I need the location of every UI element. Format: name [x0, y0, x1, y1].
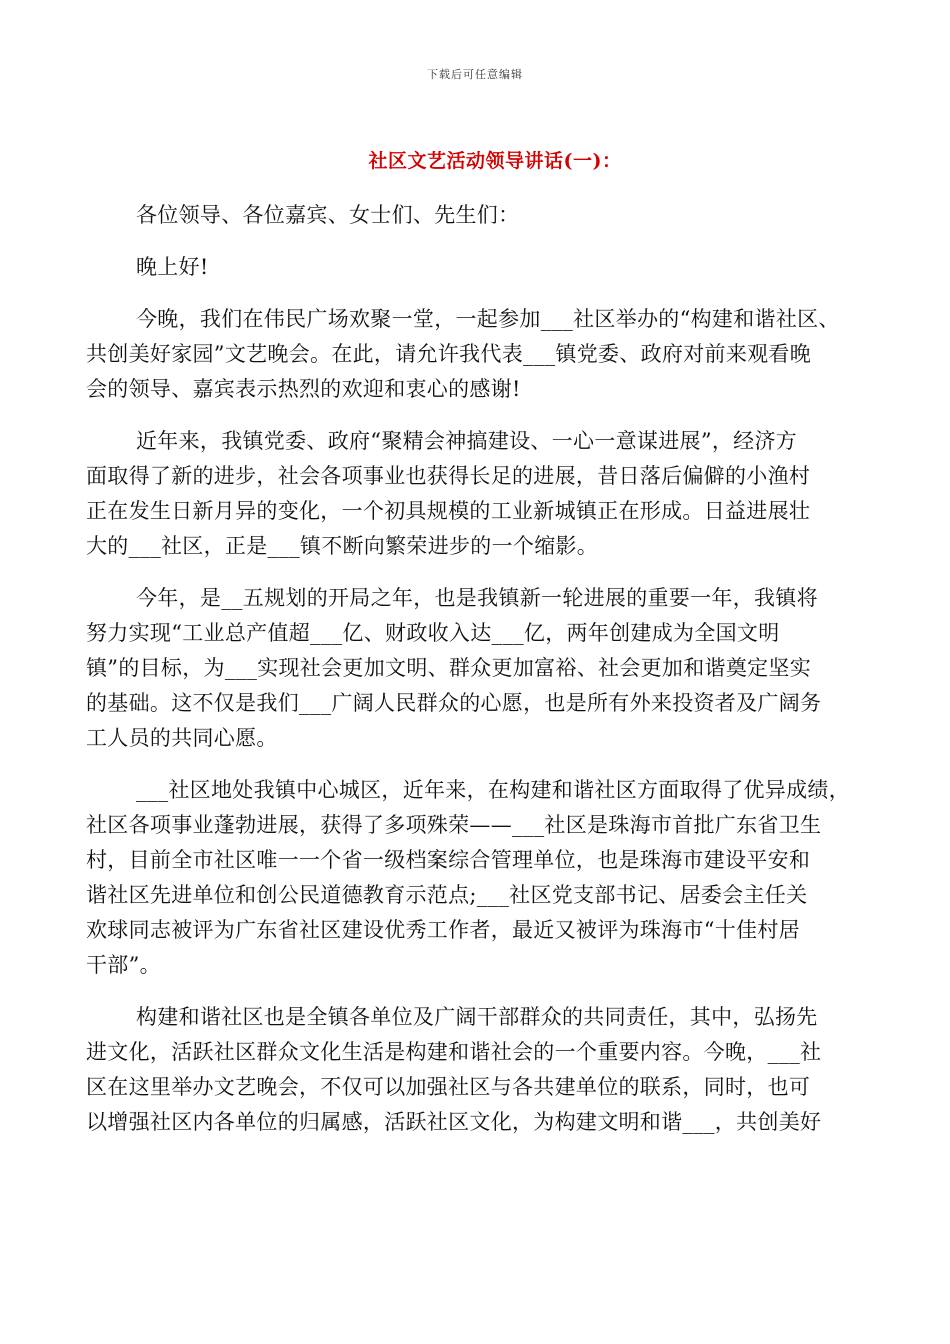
paragraph-line: 镇”的目标，为___实现社会更加文明、群众更加富裕、社会更加和谐奠定坚实	[86, 656, 812, 680]
paragraph-line: 晚上好!	[136, 255, 209, 279]
paragraph-line: 今年，是__五规划的开局之年，也是我镇新一轮进展的重要一年，我镇将	[136, 586, 818, 610]
paragraph-line: 大的___社区，正是___镇不断向繁荣进步的一个缩影。	[86, 534, 599, 558]
paragraph-line: 面取得了新的进步，社会各项事业也获得长足的进展，昔日落后偏僻的小渔村	[86, 464, 811, 488]
paragraph-line: 今晚，我们在伟民广场欢聚一堂，一起参加___社区举办的“构建和谐社区、	[136, 307, 840, 331]
paragraph-line: 社区各项事业蓬勃进展，获得了多项殊荣——___社区是珠海市首批广东省卫生	[86, 813, 822, 837]
paragraph-line: 进文化，活跃社区群众文化生活是构建和谐社会的一个重要内容。今晚，___社	[86, 1040, 822, 1064]
document-body	[86, 198, 886, 1157]
header-note: 下载后可任意编辑	[427, 68, 523, 81]
paragraph-line: 欢球同志被评为广东省社区建设优秀工作者，最近又被评为珠海市“十佳村居	[86, 918, 800, 942]
paragraph-community	[86, 773, 886, 983]
paragraph-line: 工人员的共同心愿。	[86, 726, 278, 750]
paragraph-line: 各位领导、各位嘉宾、女士们、先生们：	[136, 203, 520, 227]
paragraph-line: 努力实现“工业总产值超___亿、财政收入达___亿，两年创建成为全国文明	[86, 621, 780, 645]
paragraph-line: 近年来，我镇党委、政府“聚精会神搞建设、一心一意谋进展”，经济方	[136, 429, 798, 453]
paragraph-goals	[86, 581, 886, 756]
paragraph-line: 村，目前全市社区唯一一个省一级档案综合管理单位，也是珠海市建设平安和	[86, 848, 811, 872]
paragraph-harmony	[86, 1000, 886, 1140]
paragraph-line: 的基础。这不仅是我们___广阔人民群众的心愿，也是所有外来投资者及广阔务	[86, 691, 822, 715]
paragraph-line: 干部”。	[86, 953, 161, 977]
paragraph-progress	[86, 424, 886, 564]
paragraph-line: 以增强社区内各单位的归属感，活跃社区文化，为构建文明和谐___，共创美好	[86, 1110, 822, 1134]
paragraph-greeting	[86, 250, 886, 285]
paragraph-line: 正在发生日新月异的变化，一个初具规模的工业新城镇正在形成。日益进展壮	[86, 499, 811, 523]
paragraph-line: 谐社区先进单位和创公民道德教育示范点;___社区党支部书记、居委会主任关	[86, 883, 808, 907]
paragraph-line: 构建和谐社区也是全镇各单位及广阔干部群众的共同责任，其中，弘扬先	[136, 1005, 818, 1029]
paragraph-line: 会的领导、嘉宾表示热烈的欢迎和衷心的感谢!	[86, 377, 521, 401]
paragraph-line: ___社区地处我镇中心城区，近年来，在构建和谐社区方面取得了优异成绩，	[136, 778, 850, 802]
paragraph-opening	[86, 302, 886, 407]
paragraph-salutation	[86, 198, 886, 233]
document-title: 社区文艺活动领导讲话(一)：	[368, 150, 622, 172]
paragraph-line: 共创美好家园”文艺晚会。在此，请允许我代表___镇党委、政府对前来观看晚	[86, 342, 812, 366]
paragraph-line: 区在这里举办文艺晚会，不仅可以加强社区与各共建单位的联系，同时，也可	[86, 1075, 811, 1099]
